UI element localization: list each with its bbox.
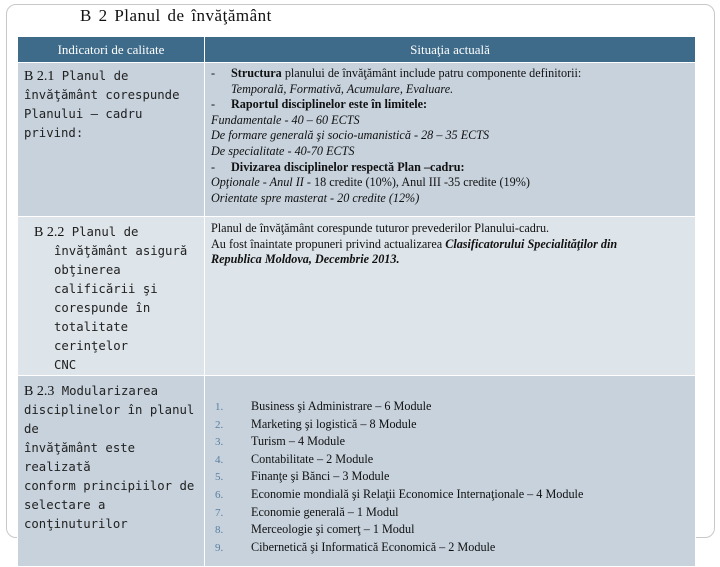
list-item [215,433,695,451]
proposal-text: Au fost înaintate propuneri privind actualizarea [211,236,446,251]
list-number: 7. [215,506,224,519]
header-current-situation: Situaţia actuală [205,37,696,63]
row-b23-indicator [18,376,205,567]
list-number: 4. [215,453,224,466]
formare-generala-line: De formare generală şi socio-umanistică - 28 – 35 ECTS [211,128,490,143]
row-b22-indicator [18,217,205,376]
program-text: Marketing şi logistică – 8 Module [251,416,417,431]
list-item [215,521,695,539]
row-b23 [18,376,696,567]
program-text: Business şi Administrare – 6 Module [251,399,432,413]
row-b21-code: B 2.1 [24,69,55,84]
row-b22-line: învăţământ asigură [54,244,188,258]
list-number: 5. [215,471,224,484]
row-b22-line: obţinerea calificării şi [54,263,158,296]
structure-label: Structura [231,66,282,80]
orientate-line: Orientate spre masterat - 20 credite (12%) [211,190,420,205]
list-number: 3. [215,436,224,449]
bullet-dash: - [211,97,216,112]
structure-text: planului de învăţământ include patru componente definitorii: [281,66,582,80]
list-item [215,539,695,557]
optionale-credits: 18 credite (10%), Anul III -35 credite (19%) [310,175,530,190]
program-list [205,398,695,556]
row-b22-line: CNC [54,358,77,372]
program-text: Economie generală – 1 Modul [251,504,399,519]
list-number: 6. [215,488,224,501]
row-b23-line: învăţământ este realizată [24,441,136,474]
row-b21-line: Planului – cadru privind: [24,107,143,140]
row-b21-situation [205,63,696,217]
list-number: 8. [215,524,224,537]
classifier-title-continued: Republica Moldova, Decembrie 2013. [211,252,400,267]
program-text: Finanţe şi Bănci – 3 Module [251,469,390,484]
fundamentale-line: Fundamentale - 40 – 60 ECTS [211,112,360,127]
list-item [215,416,695,434]
row-b23-situation [205,376,696,567]
plan-compliance-text: Planul de învăţământ corespunde tuturor prevederilor Planului-cadru. [211,221,550,235]
list-item [215,451,695,469]
row-b22-situation [205,217,696,376]
row-b23-line: disciplinelor în planul de [24,403,195,436]
classifier-title: Clasificatorului Specialităţilor din [445,236,618,251]
program-text: Contabilitate – 2 Module [251,451,374,466]
row-b23-line: Modularizarea [61,384,158,398]
row-b22-line: Planul de [71,225,139,239]
list-item [215,398,695,416]
list-item [215,504,695,522]
optionale-label: Opţionale - Anul II - [211,175,311,190]
list-item [215,486,695,504]
program-text: Cibernetică şi Informatică Economică – 2 Module [251,539,496,554]
quality-table [17,36,696,567]
specialitate-line: De specialitate - 40-70 ECTS [211,143,355,158]
program-text: Economie mondială şi Relaţii Economice Internaţionale – 4 Module [251,486,584,501]
row-b21-indicator [18,63,205,217]
list-number: 1. [215,401,224,413]
header-indicators: Indicatori de calitate [18,37,205,63]
row-b23-line: selectare a conţinuturilor [24,498,128,531]
bullet-dash: - [211,159,216,174]
header-row [18,37,696,63]
row-b22-line: corespunde în [54,301,151,315]
row-b22-code: B 2.2 [34,225,65,240]
row-b22 [18,217,696,376]
ratio-label: Raportul disciplinelor este în limitele: [231,97,428,112]
slide-title: B 2 Planul de învăţământ [80,6,272,25]
row-b21-line: învăţământ corespunde [24,88,180,102]
structure-components: Temporală, Formativă, Acumulare, Evaluare. [231,81,454,96]
list-number: 2. [215,418,224,431]
program-text: Merceologie şi comerţ – 1 Modul [251,522,415,537]
division-label: Divizarea disciplinelor respectă Plan –cadru: [231,159,465,174]
row-b22-line: totalitate cerinţelor [54,320,129,353]
bullet-dash: - [211,66,216,80]
row-b21 [18,63,696,217]
row-b21-line: Planul de [61,69,129,83]
list-item [215,468,695,486]
program-text: Turism – 4 Module [251,434,346,449]
row-b23-code: B 2.3 [24,384,55,399]
row-b23-line: conform principiilor de [24,479,195,493]
list-number: 9. [215,541,224,554]
